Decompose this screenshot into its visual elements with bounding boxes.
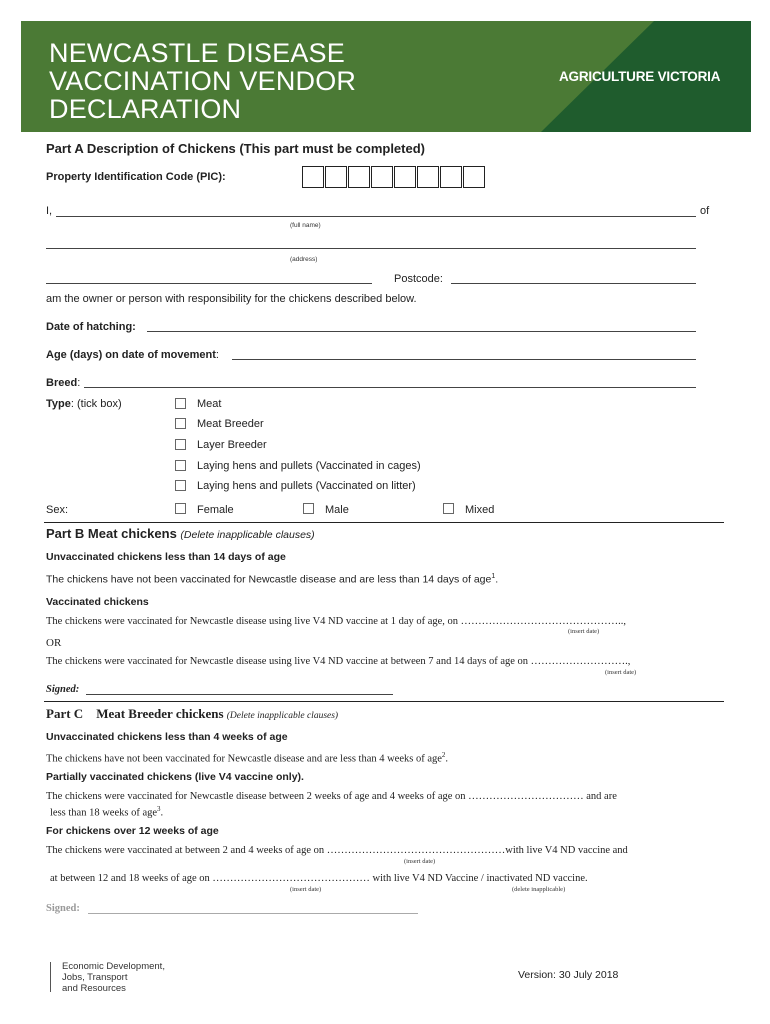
department-line: Economic Development, [62, 961, 165, 972]
pic-cell[interactable] [302, 166, 324, 188]
part-b-vacc-text-1: The chickens were vaccinated for Newcastle disease using live V4 ND vaccine at 1 day of age, on ……………………………………….., [46, 616, 627, 627]
breed-label: Breed [46, 377, 78, 389]
age-label: Age (days) on date of movement [46, 349, 216, 361]
department-line: Jobs, Transport [62, 972, 128, 983]
part-b-unvacc-heading: Unvaccinated chickens less than 14 days of age [46, 551, 286, 563]
part-a-heading: Part A Description of Chickens (This part must be completed) [46, 141, 425, 156]
pic-cell[interactable] [394, 166, 416, 188]
postcode-label: Postcode: [394, 273, 443, 285]
sex-mixed-label: Mixed [465, 504, 495, 516]
date-hatching-label: Date of hatching: [46, 321, 136, 333]
age-field[interactable] [232, 359, 696, 360]
department-logo [62, 961, 165, 994]
pic-cell[interactable] [325, 166, 347, 188]
insert-date-hint: (insert date) [404, 858, 436, 865]
footnote-ref: 2 [441, 751, 446, 759]
type-layer-breeder-checkbox[interactable] [175, 439, 186, 450]
owner-statement: am the owner or person with responsibility for the chickens described below. [46, 293, 417, 305]
document-title: NEWCASTLE DISEASE VACCINATION VENDOR DECLARATION [49, 38, 357, 124]
footnote-ref: 1 [491, 573, 496, 580]
sex-male-label: Male [325, 504, 349, 516]
part-b-unvacc-text: The chickens have not been vaccinated for Newcastle disease and are less than 14 days of age [46, 573, 492, 586]
part-b-note: (Delete inapplicable clauses) [180, 529, 315, 541]
sex-male-checkbox[interactable] [303, 503, 314, 514]
sex-female-checkbox[interactable] [175, 503, 186, 514]
full-name-hint: (full name) [290, 222, 321, 229]
part-b-signature-field[interactable] [86, 694, 393, 695]
breed-field[interactable] [84, 387, 696, 388]
section-divider [44, 701, 724, 702]
type-laying-litter-checkbox[interactable] [175, 480, 186, 491]
part-c-over12-text-2: at between 12 and 18 weeks of age on ……………………………………… with live V4 ND Vaccine / inactivated ND vaccine. [50, 873, 588, 884]
header-banner [21, 21, 751, 132]
part-b-title: Meat chickens [87, 526, 177, 541]
or-label: OR [46, 637, 62, 649]
part-b-signed-label: Signed: [46, 684, 80, 695]
part-c-unvacc-heading: Unvaccinated chickens less than 4 weeks of age [46, 731, 288, 743]
footer-divider [50, 962, 51, 992]
pic-input[interactable] [302, 166, 490, 190]
pic-cell[interactable] [348, 166, 370, 188]
part-c-over12-text-1: The chickens were vaccinated at between 2 and 4 weeks of age on ……………………………………………with live V4 ND vaccine and [46, 845, 628, 856]
date-hatching-field[interactable] [147, 331, 696, 332]
part-b-vacc-text-2: The chickens were vaccinated for Newcastle disease using live V4 ND vaccine at between 7 and 14 days of age on ………………………., [46, 656, 631, 667]
part-b-vacc-heading: Vaccinated chickens [46, 596, 149, 608]
part-c-note: (Delete inapplicable clauses) [226, 711, 339, 721]
type-hint: (tick box) [76, 398, 122, 410]
part-c-over12-heading: For chickens over 12 weeks of age [46, 825, 219, 837]
part-c-signed-label: Signed: [46, 903, 80, 914]
part-c-partial-heading: Partially vaccinated chickens (live V4 vaccine only). [46, 771, 304, 783]
agriculture-victoria-logo: AGRICULTURE VICTORIA [559, 69, 721, 84]
part-c-title: Meat Breeder chickens [96, 706, 224, 721]
type-meat-breeder-label: Meat Breeder [197, 418, 264, 430]
address-line-2-field[interactable] [46, 283, 372, 284]
sex-mixed-checkbox[interactable] [443, 503, 454, 514]
insert-date-hint: (insert date) [568, 628, 600, 635]
part-c-partial-text-2: less than 18 weeks of age [50, 807, 158, 819]
type-laying-cages-label: Laying hens and pullets (Vaccinated in cages) [197, 460, 421, 472]
pic-cell[interactable] [440, 166, 462, 188]
footnote-ref: 3 [157, 805, 161, 813]
of-suffix: of [700, 205, 710, 217]
postcode-field[interactable] [451, 283, 696, 284]
delete-inapplicable-hint: (delete inapplicable) [512, 886, 566, 893]
sex-female-label: Female [197, 504, 234, 516]
part-c-heading: Part C [46, 706, 84, 721]
type-laying-cages-checkbox[interactable] [175, 460, 186, 471]
i-prefix: I, [46, 205, 53, 217]
section-divider [44, 522, 724, 523]
part-c-partial-text-1: The chickens were vaccinated for Newcastle disease between 2 weeks of age and 4 weeks of age on …………………………… and are [46, 791, 617, 802]
insert-date-hint: (insert date) [290, 886, 322, 893]
address-field[interactable] [46, 248, 696, 249]
part-c-unvacc-text: The chickens have not been vaccinated for Newcastle disease and are less than 4 weeks of age [46, 753, 442, 765]
insert-date-hint: (insert date) [605, 669, 637, 676]
type-meat-checkbox[interactable] [175, 398, 186, 409]
type-label: Type [46, 398, 71, 410]
type-meat-label: Meat [197, 398, 222, 410]
pic-label: Property Identification Code (PIC): [46, 171, 226, 183]
type-meat-breeder-checkbox[interactable] [175, 418, 186, 429]
part-c-signature-field[interactable] [88, 913, 418, 914]
type-layer-breeder-label: Layer Breeder [197, 439, 267, 451]
part-b-heading: Part B [46, 526, 85, 541]
version-text: Version: 30 July 2018 [518, 969, 619, 981]
pic-cell[interactable] [371, 166, 393, 188]
pic-cell[interactable] [463, 166, 485, 188]
full-name-field[interactable] [56, 216, 696, 217]
pic-cell[interactable] [417, 166, 439, 188]
department-line: and Resources [62, 983, 126, 994]
type-laying-litter-label: Laying hens and pullets (Vaccinated on litter) [197, 480, 416, 492]
sex-label: Sex: [46, 504, 69, 516]
address-hint: (address) [290, 256, 318, 263]
